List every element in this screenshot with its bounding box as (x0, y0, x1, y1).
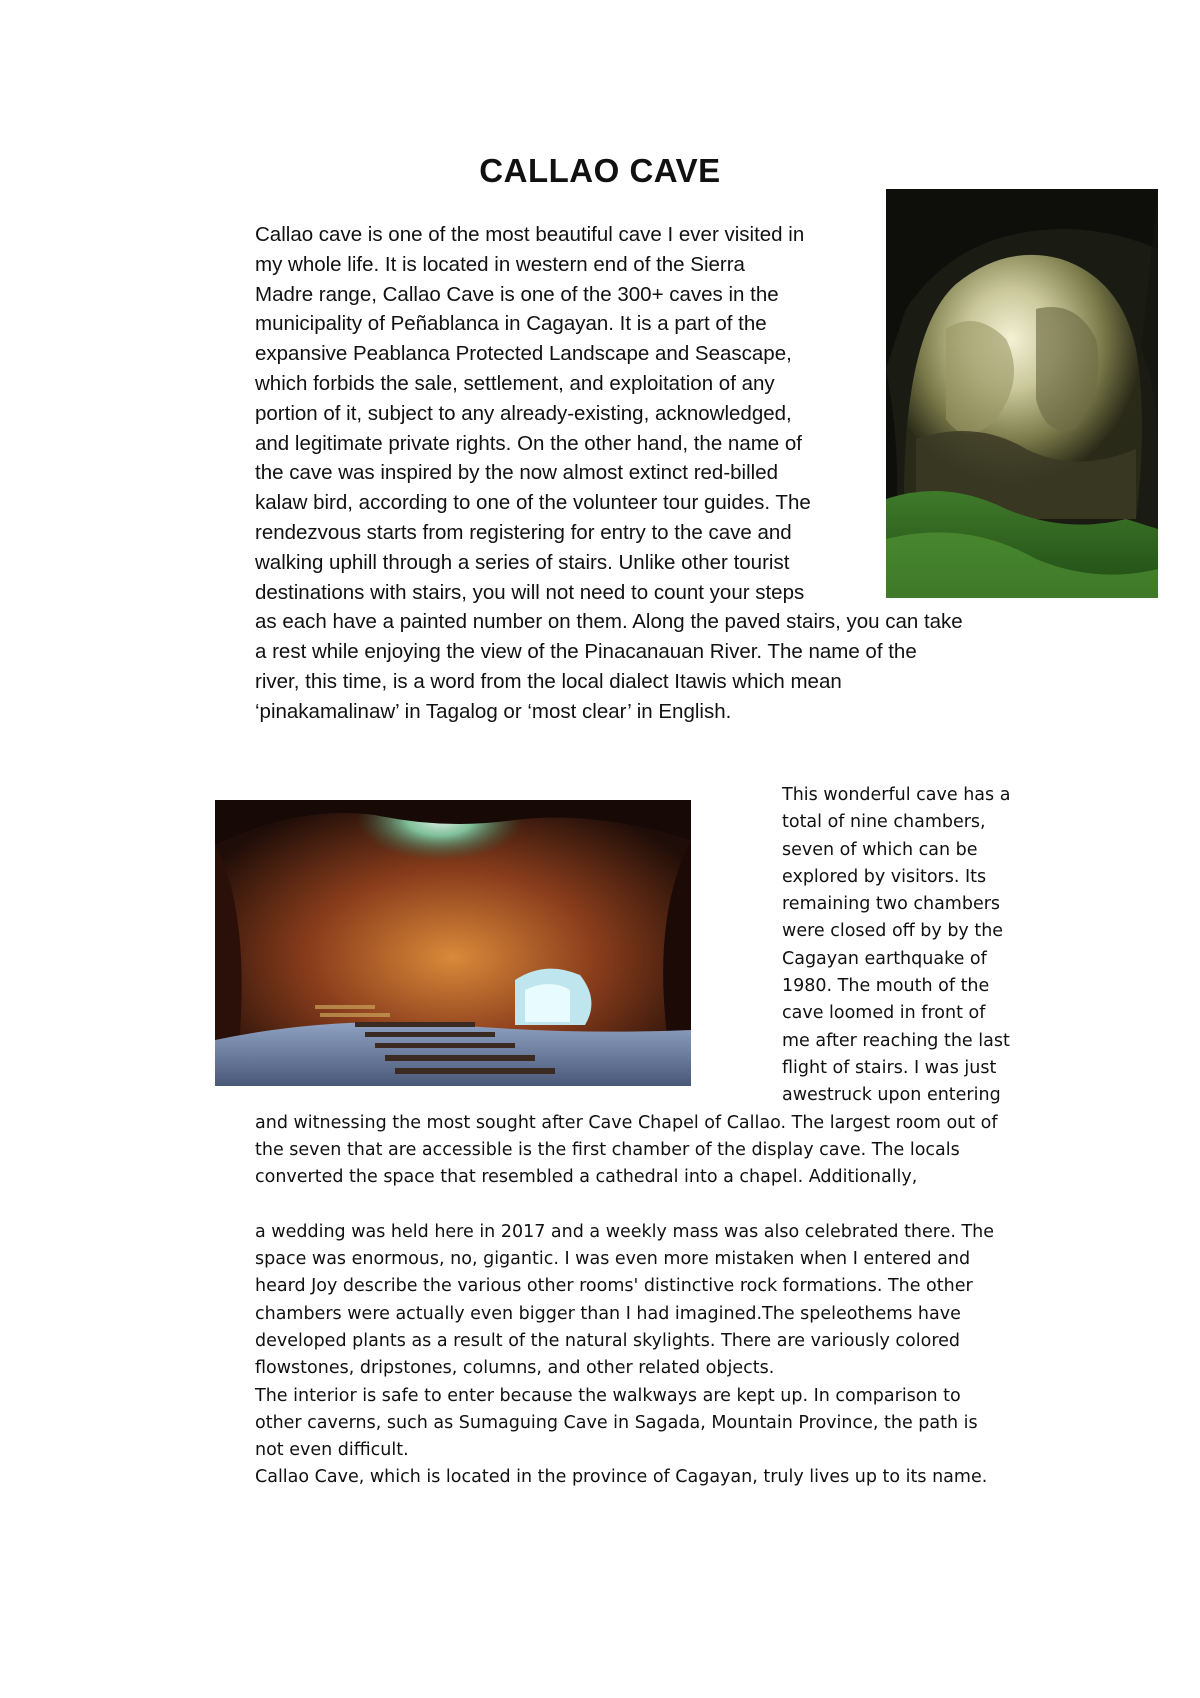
text-line: my whole life. It is located in western end of the Sierra (255, 252, 745, 276)
text-line: seven of which can be (782, 839, 978, 860)
text-line: flight of stairs. I was just (782, 1057, 997, 1078)
text-line: cave loomed in front of (782, 1003, 986, 1024)
text-line: walking uphill through a series of stairs. Unlike other tourist (255, 550, 790, 574)
text-line: and legitimate private rights. On the other hand, the name of (255, 431, 802, 455)
text-line: chambers were actually even bigger than I had imagined.The speleothems have (255, 1303, 961, 1324)
chambers-paragraph (255, 782, 1025, 1492)
intro-paragraph (255, 220, 1025, 727)
text-line: 1980. The mouth of the (782, 976, 990, 997)
text-line: other caverns, such as Sumaguing Cave in Sagada, Mountain Province, the path is (255, 1412, 978, 1433)
text-line: me after reaching the last (782, 1030, 1010, 1051)
text-line: ‘pinakamalinaw’ in Tagalog or ‘most clear’ in English. (255, 699, 732, 723)
text-line: the seven that are accessible is the first chamber of the display cave. The locals (255, 1139, 960, 1160)
text-line: kalaw bird, according to one of the volunteer tour guides. The (255, 491, 811, 515)
text-line: a wedding was held here in 2017 and a weekly mass was also celebrated there. The (255, 1221, 995, 1242)
text-line: not even difficult. (255, 1440, 409, 1461)
text-line: which forbids the sale, settlement, and exploitation of any (255, 371, 775, 395)
text-line: as each have a painted number on them. Along the paved stairs, you can take (255, 610, 963, 634)
text-line: destinations with stairs, you will not need to count your steps (255, 580, 805, 604)
text-line: Callao cave is one of the most beautiful cave I ever visited in (255, 223, 805, 246)
text-line: portion of it, subject to any already-existing, acknowledged, (255, 401, 792, 425)
text-line: the cave was inspired by the now almost extinct red-billed (255, 461, 779, 485)
text-line: rendezvous starts from registering for entry to the cave and (255, 520, 792, 544)
text-line: Cagayan earthquake of (782, 948, 987, 969)
text-line: The interior is safe to enter because the walkways are kept up. In comparison to (255, 1385, 961, 1406)
text-line: explored by visitors. Its (782, 866, 987, 887)
text-line: awestruck upon entering (782, 1085, 1001, 1106)
text-line: total of nine chambers, (782, 812, 986, 833)
text-line: and witnessing the most sought after Cave Chapel of Callao. The largest room out of (255, 1112, 998, 1133)
text-line: were closed off by by the (782, 921, 1004, 942)
text-line: municipality of Peñablanca in Cagayan. It is a part of the (255, 312, 767, 336)
text-line: Madre range, Callao Cave is one of the 300+ caves in the (255, 282, 779, 306)
text-line: space was enormous, no, gigantic. I was even more mistaken when I entered and (255, 1249, 971, 1270)
text-line: converted the space that resembled a cathedral into a chapel. Additionally, (255, 1167, 918, 1188)
text-line: developed plants as a result of the natural skylights. There are variously colored (255, 1330, 961, 1351)
text-line: river, this time, is a word from the local dialect Itawis which mean (255, 669, 842, 693)
text-line: heard Joy describe the various other rooms' distinctive rock formations. The other (255, 1276, 973, 1297)
text-line: flowstones, dripstones, columns, and other related objects. (255, 1358, 775, 1379)
text-line: Callao Cave, which is located in the province of Cagayan, truly lives up to its name. (255, 1467, 988, 1488)
text-line: remaining two chambers (782, 894, 1001, 915)
page-title: CALLAO CAVE (479, 152, 721, 189)
text-line: a rest while enjoying the view of the Pinacanauan River. The name of the (255, 640, 917, 664)
text-line: expansive Peablanca Protected Landscape and Seascape, (255, 342, 792, 366)
paragraph-gap (255, 1191, 1025, 1218)
text-line: This wonderful cave has a (782, 785, 1011, 805)
